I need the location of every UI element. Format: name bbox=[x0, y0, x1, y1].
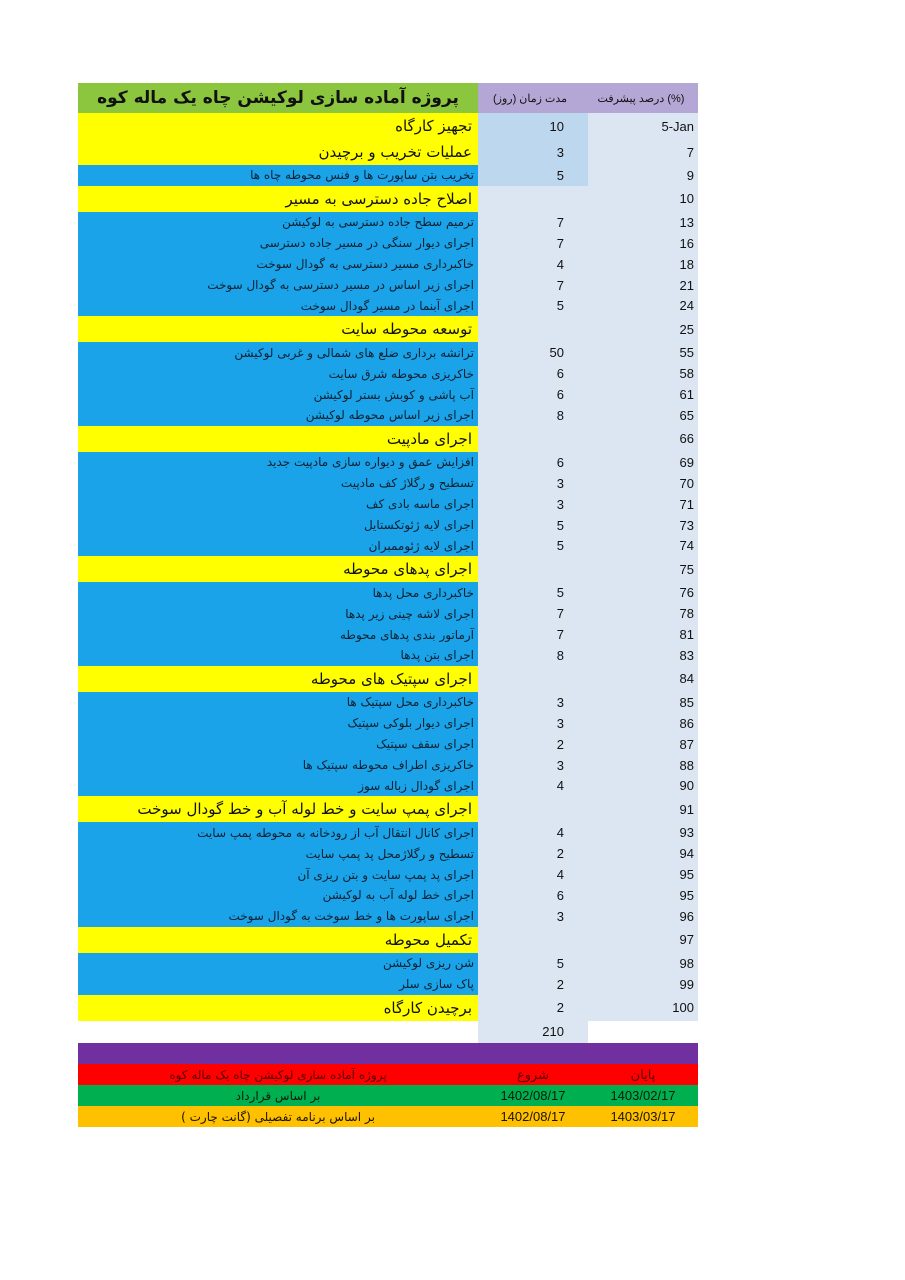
task-row bbox=[78, 885, 698, 906]
phase-name: تجهیز کارگاه bbox=[78, 113, 478, 139]
task-progress: 93 bbox=[588, 822, 698, 843]
task-duration: 7 bbox=[478, 212, 588, 233]
task-duration: 4 bbox=[478, 822, 588, 843]
task-duration: 10 bbox=[478, 113, 588, 139]
task-progress: 71 bbox=[588, 494, 698, 515]
task-row bbox=[78, 645, 698, 666]
task-duration bbox=[478, 796, 588, 822]
task-name: اجرای دیوار بلوکی سپتیک bbox=[78, 713, 478, 734]
task-duration: 4 bbox=[478, 254, 588, 275]
task-duration: 8 bbox=[478, 645, 588, 666]
task-name: خاکبرداری محل سپتیک ها bbox=[78, 692, 478, 713]
task-progress: 66 bbox=[588, 426, 698, 452]
task-name: اجرای خط لوله آب به لوکیشن bbox=[78, 885, 478, 906]
phase-row bbox=[78, 796, 698, 822]
task-duration bbox=[478, 556, 588, 582]
task-name: خاکبرداری محل پدها bbox=[78, 582, 478, 603]
phase-row bbox=[78, 556, 698, 582]
task-row bbox=[78, 953, 698, 974]
task-name: اجرای آبنما در مسیر گودال سوخت bbox=[78, 295, 478, 316]
table-body bbox=[78, 113, 698, 1021]
task-progress: 95 bbox=[588, 885, 698, 906]
task-progress: 24 bbox=[588, 295, 698, 316]
task-duration bbox=[478, 927, 588, 953]
task-duration: 3 bbox=[478, 692, 588, 713]
total-row bbox=[78, 1021, 698, 1043]
task-row bbox=[78, 603, 698, 624]
contract-label: بر اساس قرارداد bbox=[235, 1088, 321, 1103]
task-duration bbox=[478, 426, 588, 452]
task-name: اجرای زیر اساس در مسیر دسترسی به گودال سوخت bbox=[78, 275, 478, 296]
task-row bbox=[78, 295, 698, 316]
task-name: پاک سازی سلر bbox=[78, 974, 478, 995]
phase-row bbox=[78, 426, 698, 452]
task-progress: 13 bbox=[588, 212, 698, 233]
task-duration: 7 bbox=[478, 624, 588, 645]
task-progress: 99 bbox=[588, 974, 698, 995]
task-duration: 5 bbox=[478, 582, 588, 603]
phase-row bbox=[78, 186, 698, 212]
task-duration: 4 bbox=[478, 775, 588, 796]
task-name: خاکبرداری مسیر دسترسی به گودال سوخت bbox=[78, 254, 478, 275]
task-progress: 58 bbox=[588, 363, 698, 384]
task-progress: 55 bbox=[588, 342, 698, 363]
summary-gantt-row bbox=[78, 1106, 698, 1127]
task-progress: 81 bbox=[588, 624, 698, 645]
summary-divider bbox=[78, 1043, 698, 1064]
gantt-label: بر اساس برنامه تفصیلی (گانت چارت ) bbox=[181, 1109, 375, 1124]
task-row bbox=[78, 165, 698, 186]
task-name: خاکریزی محوطه شرق سایت bbox=[78, 363, 478, 384]
task-progress: 86 bbox=[588, 713, 698, 734]
table-header-row bbox=[78, 83, 698, 113]
task-name: افزایش عمق و دیواره سازی مادپیت جدید bbox=[78, 452, 478, 473]
phase-name: اجرای پدهای محوطه bbox=[78, 556, 478, 582]
task-name: شن ریزی لوکیشن bbox=[78, 953, 478, 974]
task-duration: 50 bbox=[478, 342, 588, 363]
task-name: تخریب بتن ساپورت ها و فنس محوطه چاه ها bbox=[78, 165, 478, 186]
task-duration bbox=[478, 186, 588, 212]
task-name: اجرای کانال انتقال آب از رودخانه به محوطه پمپ سایت bbox=[78, 822, 478, 843]
task-row bbox=[78, 755, 698, 776]
task-progress: 65 bbox=[588, 405, 698, 426]
task-progress: 98 bbox=[588, 953, 698, 974]
task-duration bbox=[478, 666, 588, 692]
phase-row bbox=[78, 666, 698, 692]
task-row bbox=[78, 494, 698, 515]
task-row bbox=[78, 384, 698, 405]
task-progress: 85 bbox=[588, 692, 698, 713]
task-name: اجرای ماسه بادی کف bbox=[78, 494, 478, 515]
task-name: ترمیم سطح جاده دسترسی به لوکیشن bbox=[78, 212, 478, 233]
task-progress: 73 bbox=[588, 515, 698, 536]
task-progress: 61 bbox=[588, 384, 698, 405]
task-progress: 5-Jan bbox=[588, 113, 698, 139]
task-progress: 74 bbox=[588, 535, 698, 556]
task-progress: 84 bbox=[588, 666, 698, 692]
gantt-end: 1403/03/17 bbox=[610, 1109, 676, 1124]
task-duration: 2 bbox=[478, 734, 588, 755]
task-row bbox=[78, 233, 698, 254]
task-progress: 94 bbox=[588, 843, 698, 864]
summary-table bbox=[78, 1043, 698, 1127]
task-row bbox=[78, 473, 698, 494]
task-row bbox=[78, 906, 698, 927]
task-name: تسطیح و رگلاژ کف مادپیت bbox=[78, 473, 478, 494]
task-duration: 2 bbox=[478, 974, 588, 995]
task-progress: 7 bbox=[588, 139, 698, 165]
phase-row bbox=[78, 316, 698, 342]
task-duration: 3 bbox=[478, 713, 588, 734]
task-duration: 3 bbox=[478, 139, 588, 165]
task-duration: 7 bbox=[478, 603, 588, 624]
task-duration: 3 bbox=[478, 494, 588, 515]
task-progress: 90 bbox=[588, 775, 698, 796]
task-row bbox=[78, 363, 698, 384]
task-name: اجرای دیوار سنگی در مسیر جاده دسترسی bbox=[78, 233, 478, 254]
duration-header: مدت زمان (روز) bbox=[478, 83, 588, 113]
task-progress: 83 bbox=[588, 645, 698, 666]
contract-start: 1402/08/17 bbox=[500, 1088, 566, 1103]
task-progress: 25 bbox=[588, 316, 698, 342]
phase-row bbox=[78, 995, 698, 1021]
schedule-table bbox=[78, 83, 698, 1043]
task-progress: 21 bbox=[588, 275, 698, 296]
task-name: آرماتور بندی پدهای محوطه bbox=[78, 624, 478, 645]
total-spacer bbox=[78, 1021, 478, 1043]
summary-project-name: پروژه آماده سازی لوکیشن چاه یک ماله کوه bbox=[169, 1067, 387, 1082]
task-row bbox=[78, 692, 698, 713]
phase-name: اجرای سپتیک های محوطه bbox=[78, 666, 478, 692]
summary-header-row bbox=[78, 1064, 698, 1085]
task-row bbox=[78, 843, 698, 864]
task-progress: 75 bbox=[588, 556, 698, 582]
task-duration: 5 bbox=[478, 515, 588, 536]
phase-name: توسعه محوطه سایت bbox=[78, 316, 478, 342]
contract-end: 1403/02/17 bbox=[610, 1088, 676, 1103]
task-name: اجرای لایه ژئوممبران bbox=[78, 535, 478, 556]
task-name: آب پاشی و کوبش بستر لوکیشن bbox=[78, 384, 478, 405]
task-name: اجرای بتن پدها bbox=[78, 645, 478, 666]
task-progress: 100 bbox=[588, 995, 698, 1021]
task-name: اجرای گودال زباله سوز bbox=[78, 775, 478, 796]
task-progress: 9 bbox=[588, 165, 698, 186]
task-progress: 18 bbox=[588, 254, 698, 275]
task-duration: 3 bbox=[478, 906, 588, 927]
task-name: ترانشه برداری ضلع های شمالی و غربی لوکیشن bbox=[78, 342, 478, 363]
task-row bbox=[78, 822, 698, 843]
task-duration: 6 bbox=[478, 384, 588, 405]
project-title: پروژه آماده سازی لوکیشن چاه یک ماله کوه bbox=[78, 83, 478, 113]
phase-name: اجرای مادپیت bbox=[78, 426, 478, 452]
task-progress: 96 bbox=[588, 906, 698, 927]
task-row bbox=[78, 734, 698, 755]
task-duration: 5 bbox=[478, 953, 588, 974]
task-name: اجرای سقف سپتیک bbox=[78, 734, 478, 755]
task-name: اجرای پد پمپ سایت و بتن ریزی آن bbox=[78, 864, 478, 885]
task-duration: 5 bbox=[478, 535, 588, 556]
task-row bbox=[78, 275, 698, 296]
task-progress: 87 bbox=[588, 734, 698, 755]
task-name: اجرای لاشه چینی زیر پدها bbox=[78, 603, 478, 624]
task-row bbox=[78, 624, 698, 645]
task-progress: 97 bbox=[588, 927, 698, 953]
task-duration: 6 bbox=[478, 363, 588, 384]
task-progress: 10 bbox=[588, 186, 698, 212]
task-row bbox=[78, 775, 698, 796]
task-row bbox=[78, 974, 698, 995]
task-progress: 16 bbox=[588, 233, 698, 254]
task-duration: 5 bbox=[478, 165, 588, 186]
task-progress: 76 bbox=[588, 582, 698, 603]
task-progress: 95 bbox=[588, 864, 698, 885]
task-progress: 91 bbox=[588, 796, 698, 822]
task-duration: 5 bbox=[478, 295, 588, 316]
task-duration bbox=[478, 316, 588, 342]
summary-start-label: شروع bbox=[516, 1066, 550, 1082]
task-row bbox=[78, 405, 698, 426]
phase-name: اجرای پمپ سایت و خط لوله آب و خط گودال سوخت bbox=[78, 796, 478, 822]
task-name: اجرای لایه ژئوتکستایل bbox=[78, 515, 478, 536]
summary-end-label: پایان bbox=[630, 1066, 656, 1082]
phase-name: تکمیل محوطه bbox=[78, 927, 478, 953]
task-row bbox=[78, 713, 698, 734]
progress-header: درصد پیشرفت (%) bbox=[588, 83, 698, 113]
task-name: خاکریزی اطراف محوطه سپتیک ها bbox=[78, 755, 478, 776]
phase-name: اصلاح جاده دسترسی به مسیر bbox=[78, 186, 478, 212]
total-duration: 210 bbox=[478, 1021, 588, 1043]
task-progress: 88 bbox=[588, 755, 698, 776]
phase-name: عملیات تخریب و برچیدن bbox=[78, 139, 478, 165]
task-row bbox=[78, 342, 698, 363]
phase-row bbox=[78, 927, 698, 953]
task-name: تسطیح و رگلاژمحل پد پمپ سایت bbox=[78, 843, 478, 864]
task-row bbox=[78, 254, 698, 275]
task-row bbox=[78, 582, 698, 603]
summary-contract-row bbox=[78, 1085, 698, 1106]
task-progress: 69 bbox=[588, 452, 698, 473]
task-duration: 7 bbox=[478, 275, 588, 296]
task-name: اجرای ساپورت ها و خط سوخت به گودال سوخت bbox=[78, 906, 478, 927]
task-duration: 2 bbox=[478, 843, 588, 864]
task-row bbox=[78, 535, 698, 556]
phase-name: برچیدن کارگاه bbox=[78, 995, 478, 1021]
task-duration: 7 bbox=[478, 233, 588, 254]
task-row bbox=[78, 515, 698, 536]
task-duration: 2 bbox=[478, 995, 588, 1021]
task-duration: 8 bbox=[478, 405, 588, 426]
total-spacer-right bbox=[588, 1021, 698, 1043]
task-duration: 6 bbox=[478, 885, 588, 906]
task-row bbox=[78, 452, 698, 473]
gantt-start: 1402/08/17 bbox=[500, 1109, 566, 1124]
task-name: اجرای زیر اساس محوطه لوکیشن bbox=[78, 405, 478, 426]
phase-row bbox=[78, 113, 698, 139]
task-row bbox=[78, 212, 698, 233]
task-duration: 3 bbox=[478, 755, 588, 776]
task-progress: 70 bbox=[588, 473, 698, 494]
task-row bbox=[78, 864, 698, 885]
phase-row bbox=[78, 139, 698, 165]
task-duration: 4 bbox=[478, 864, 588, 885]
task-progress: 78 bbox=[588, 603, 698, 624]
task-duration: 6 bbox=[478, 452, 588, 473]
task-duration: 3 bbox=[478, 473, 588, 494]
